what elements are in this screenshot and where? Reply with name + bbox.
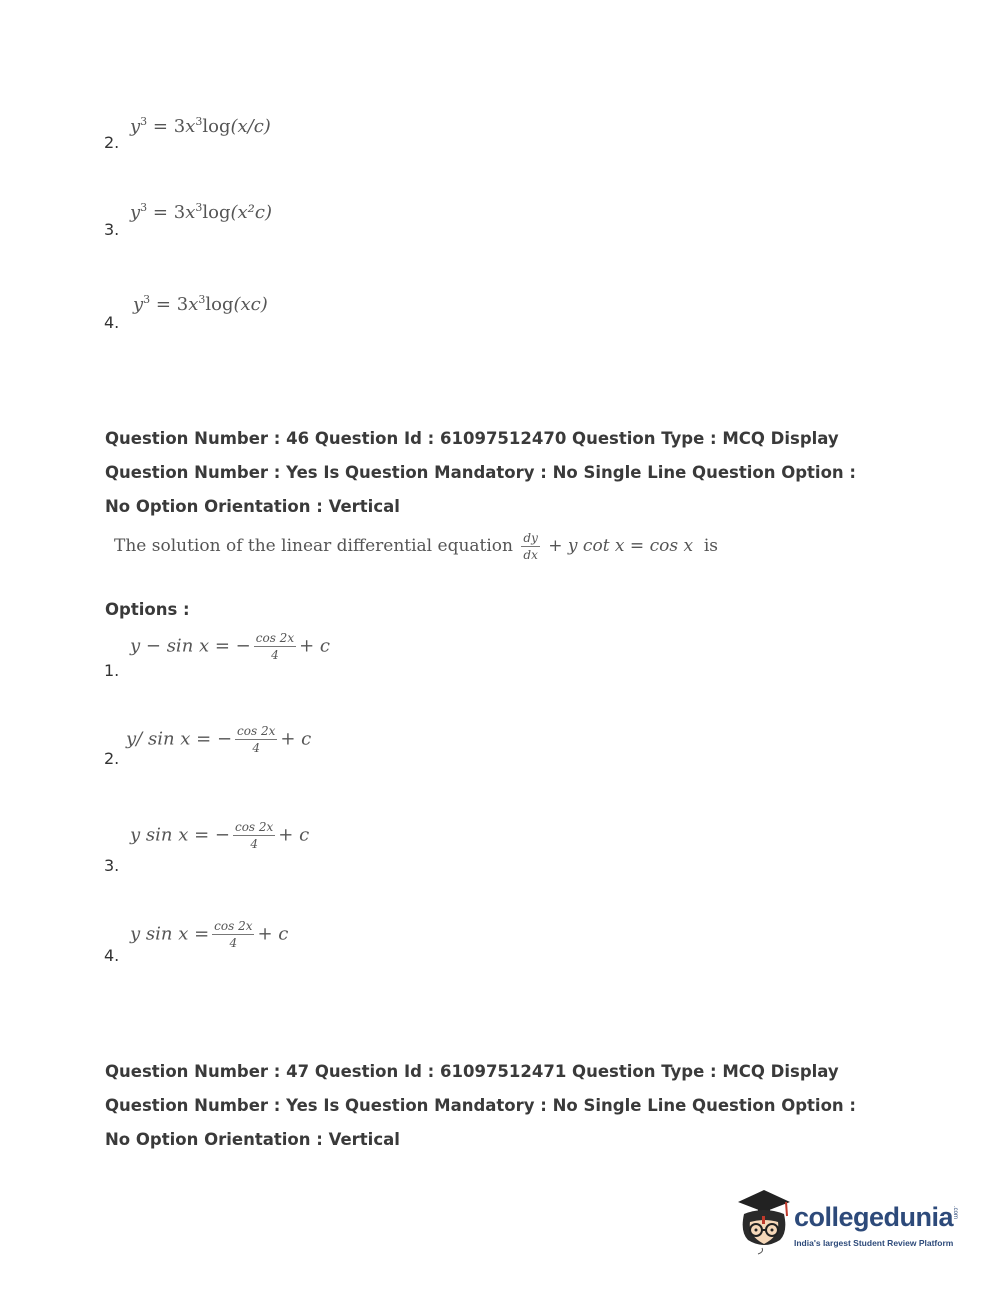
q46-option-2-formula: y/ sin x = − $\frac{\cos 2x}{4}$ + c (126, 724, 312, 755)
mascot-icon (734, 1188, 794, 1258)
collegedunia-logo (734, 1188, 964, 1260)
prev-option-4-formula: $y^3 = 3x^3\log(xc)$ (133, 293, 268, 315)
prev-option-3-formula: $y^3 = 3x^3\log(x^2c)$ (130, 201, 272, 223)
prev-option-4-number: 4. (104, 313, 120, 332)
options-label: Options : (105, 600, 190, 619)
logo-tagline: India's largest Student Review Platform (794, 1238, 954, 1248)
question-46-stem (114, 532, 718, 561)
q46-option-3-formula: y sin x = − $\frac{\cos 2x}{4}$ + c (130, 820, 310, 851)
prev-option-2-number: 2. (104, 133, 120, 152)
q46-option-2-number: 2. (104, 749, 120, 768)
prev-option-3-number: 3. (104, 220, 120, 239)
logo-dotcom: .com (952, 1206, 958, 1220)
q46-option-1-formula: y − sin x = − $\frac{\cos 2x}{4}$ + c (130, 631, 330, 662)
question-46-header: Question Number : 46 Question Id : 61097512470 Question Type : MCQ Display Question Number : Yes Is Question Mandatory : No Single Line Question Option : No Option Orientation : Vertical (105, 429, 857, 516)
question-47-header: Question Number : 47 Question Id : 61097512471 Question Type : MCQ Display Question Number : Yes Is Question Mandatory : No Single Line Question Option : No Option Orientation : Vertical (105, 1062, 857, 1149)
question-46-stem-end: is (703, 536, 719, 556)
prev-option-2-formula: $y^3 = 3x^3\log(x/c)$ (130, 115, 271, 137)
dy-dx-fraction: $\frac{dy}{dx}$ (523, 531, 538, 562)
q46-option-3-number: 3. (104, 856, 120, 875)
logo-wordmark: collegedunia (794, 1202, 954, 1232)
question-46-stem-text: The solution of the linear differential equation (114, 536, 513, 556)
q46-option-1-number: 1. (104, 661, 120, 680)
q46-option-4-formula: y sin x = $\frac{\cos 2x}{4}$ + c (130, 919, 289, 950)
q46-option-4-number: 4. (104, 946, 120, 965)
question-46-stem-equation: + y cot x = cos x (548, 536, 694, 556)
